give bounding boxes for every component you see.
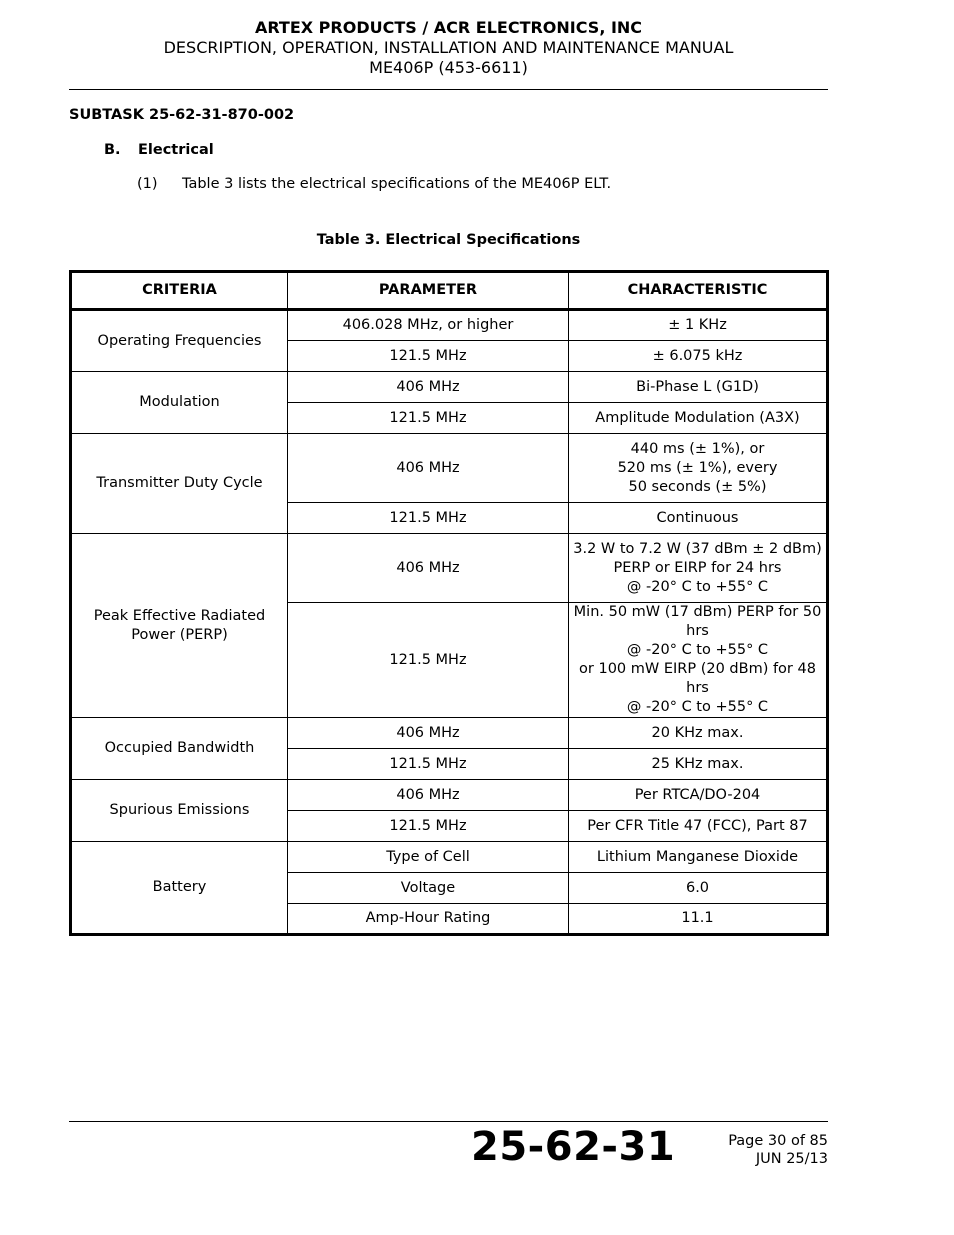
characteristic-cell [569, 811, 828, 842]
characteristic-cell [569, 749, 828, 780]
characteristic-line: 520 ms (± 1%), every [617, 459, 778, 476]
characteristic-line: or 100 mW EIRP (20 dBm) for 48 hrs [579, 661, 816, 696]
characteristic-cell [569, 341, 828, 372]
criteria-cell: Peak Effective Radiated Power (PERP) [71, 534, 288, 718]
criteria-cell: Operating Frequencies [71, 310, 288, 372]
criteria-cell: Modulation [71, 372, 288, 434]
characteristic-line: 50 seconds (± 5%) [628, 478, 767, 495]
characteristic-line: Amplitude Modulation (A3X) [595, 409, 800, 426]
table-caption: Table 3. Electrical Specifications [316, 232, 581, 248]
characteristic-line: 11.1 [681, 910, 714, 926]
table-row [71, 534, 828, 603]
characteristic-line: 20 KHz max. [651, 724, 744, 741]
table-row [71, 718, 828, 749]
characteristic-line: Min. 50 mW (17 dBm) PERP for 50 hrs [573, 604, 822, 639]
characteristic-cell [569, 372, 828, 403]
document-number: 25-62-31 [471, 1124, 676, 1170]
criteria-cell: Transmitter Duty Cycle [71, 434, 288, 534]
characteristic-line: 440 ms (± 1%), or [630, 440, 765, 457]
company-name: ARTEX PRODUCTS / ACR ELECTRONICS, INC [254, 18, 643, 37]
page-number: Page 30 of 85 [728, 1133, 828, 1149]
characteristic-cell [569, 603, 828, 718]
page-info [728, 1132, 828, 1168]
characteristic-cell [569, 780, 828, 811]
parameter-cell: 406 MHz [288, 372, 569, 403]
characteristic-cell [569, 718, 828, 749]
characteristic-line: @ -20° C to +55° C [626, 578, 769, 595]
characteristic-line: @ -20° C to +55° C [626, 642, 769, 658]
characteristic-cell [569, 310, 828, 341]
parameter-cell: 406 MHz [288, 434, 569, 503]
characteristic-cell [569, 873, 828, 904]
paragraph-number: (1) [137, 176, 158, 192]
parameter-cell: 406 MHz [288, 780, 569, 811]
characteristic-line: Per RTCA/DO-204 [634, 786, 761, 803]
paragraph-text: Table 3 lists the electrical specifications of the ME406P ELT. [182, 176, 612, 192]
parameter-cell: 406 MHz [288, 534, 569, 603]
parameter-cell: 121.5 MHz [288, 503, 569, 534]
header-divider [69, 89, 828, 90]
characteristic-cell [569, 904, 828, 935]
table-row [71, 372, 828, 403]
table-row [71, 780, 828, 811]
characteristic-line: Bi-Phase L (G1D) [636, 378, 759, 395]
characteristic-line: @ -20° C to +55° C [626, 699, 769, 715]
criteria-cell: Battery [71, 842, 288, 935]
parameter-cell: 406.028 MHz, or higher [288, 310, 569, 341]
characteristic-line: 25 KHz max. [651, 755, 744, 772]
parameter-cell: 121.5 MHz [288, 403, 569, 434]
characteristic-cell [569, 842, 828, 873]
parameter-cell: 121.5 MHz [288, 603, 569, 718]
characteristic-line: ± 1 KHz [668, 317, 727, 333]
table-row [71, 434, 828, 503]
characteristic-line: ± 6.075 kHz [652, 347, 743, 364]
characteristic-cell [569, 403, 828, 434]
characteristic-line: Per CFR Title 47 (FCC), Part 87 [587, 817, 808, 834]
section-letter: B. [104, 142, 121, 158]
parameter-cell: 406 MHz [288, 718, 569, 749]
footer-divider [69, 1121, 828, 1122]
table-header-row [71, 272, 828, 310]
criteria-cell: Spurious Emissions [71, 780, 288, 842]
subtask-heading: SUBTASK 25-62-31-870-002 [69, 107, 295, 123]
characteristic-line: Lithium Manganese Dioxide [596, 848, 799, 865]
characteristic-cell [569, 503, 828, 534]
parameter-cell: 121.5 MHz [288, 749, 569, 780]
characteristic-cell [569, 434, 828, 503]
characteristic-line: 3.2 W to 7.2 W (37 dBm ± 2 dBm) [573, 540, 822, 557]
column-header-criteria: CRITERIA [71, 272, 288, 310]
paragraph [137, 176, 611, 192]
characteristic-line: Continuous [656, 509, 739, 526]
document-header [69, 18, 828, 78]
electrical-spec-table [69, 270, 829, 936]
characteristic-line: PERP or EIRP for 24 hrs [613, 559, 782, 576]
table-body [71, 310, 828, 935]
characteristic-line: 6.0 [685, 879, 710, 896]
section-heading [104, 142, 214, 158]
table-row [71, 310, 828, 341]
model-number: ME406P (453-6611) [369, 58, 528, 77]
parameter-cell: Amp-Hour Rating [288, 904, 569, 935]
column-header-parameter: PARAMETER [288, 272, 569, 310]
column-header-characteristic: CHARACTERISTIC [569, 272, 828, 310]
characteristic-cell [569, 534, 828, 603]
section-title: Electrical [138, 142, 214, 158]
parameter-cell: Voltage [288, 873, 569, 904]
revision-date: JUN 25/13 [755, 1151, 828, 1167]
criteria-cell: Occupied Bandwidth [71, 718, 288, 780]
parameter-cell: 121.5 MHz [288, 811, 569, 842]
parameter-cell: 121.5 MHz [288, 341, 569, 372]
manual-title: DESCRIPTION, OPERATION, INSTALLATION AND MAINTENANCE MANUAL [163, 38, 734, 57]
parameter-cell: Type of Cell [288, 842, 569, 873]
table-row [71, 842, 828, 873]
